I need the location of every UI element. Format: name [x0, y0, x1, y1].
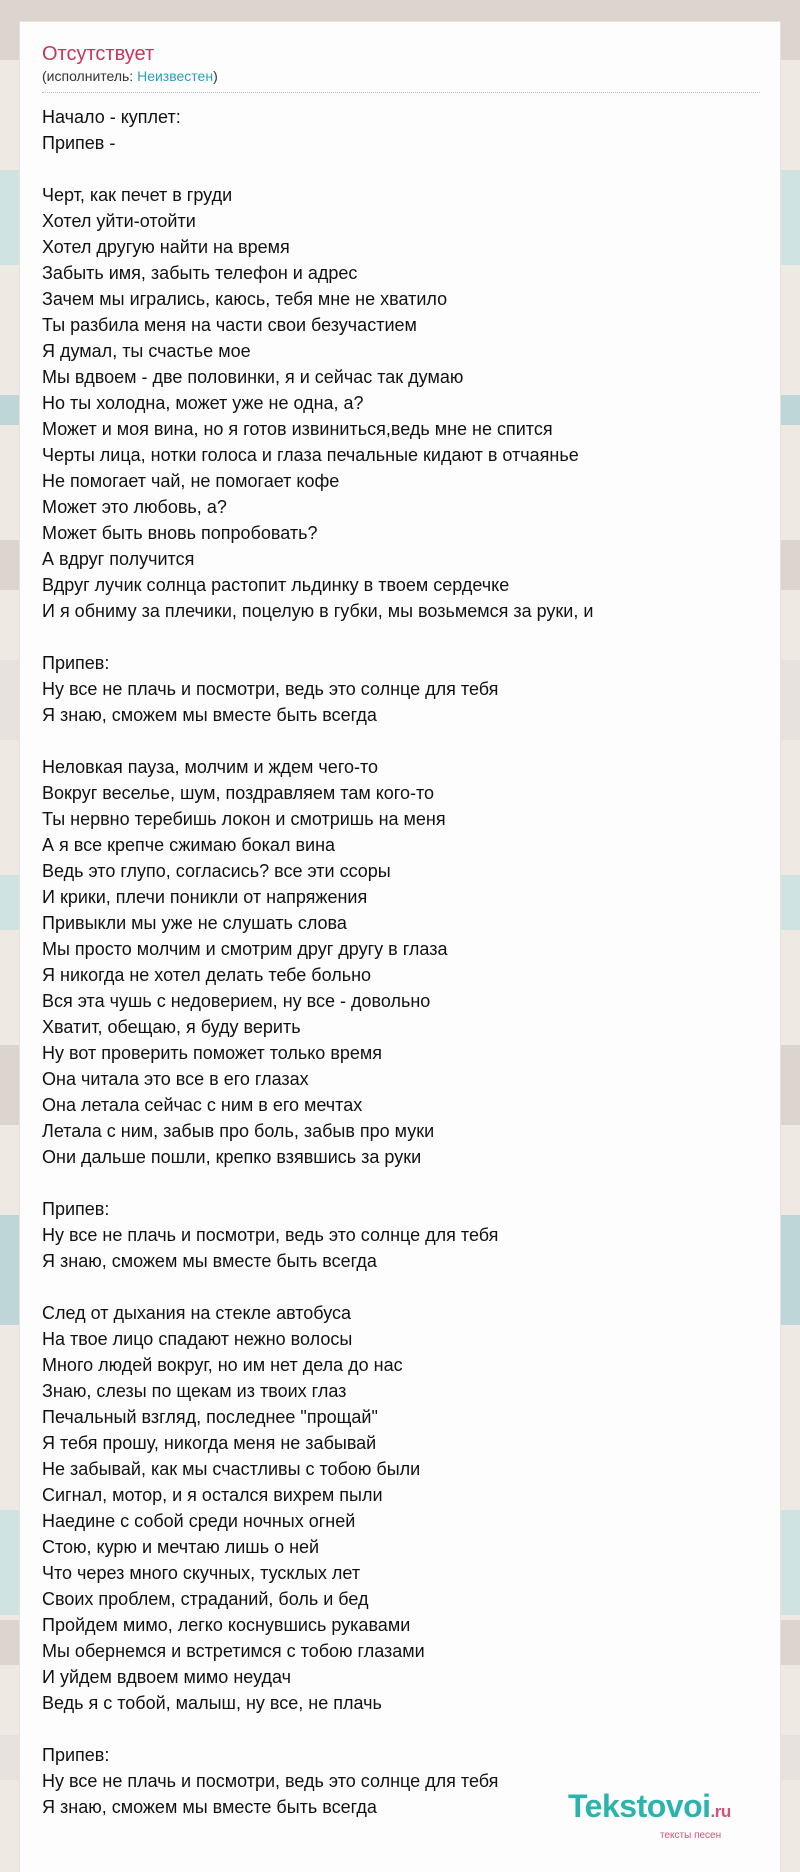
logo-tagline: тексты песен	[660, 1830, 722, 1841]
performer-link[interactable]: Неизвестен	[137, 68, 214, 84]
logo-name: Tekstovoi	[568, 1788, 711, 1824]
lyrics-card	[20, 22, 780, 1872]
logo-tld: .ru	[710, 1802, 731, 1821]
lyrics-text: Начало - куплет: Припев - Черт, как печет в груди Хотел уйти-отойти Хотел другую найти на время Забыть имя, забыть телефон и адрес Зачем мы игрались, каюсь, тебя мне не хватило Ты разбила меня на части свои безучастием Я думал, ты счастье мое Мы вдвоем - две половинки, я и сейчас так думаю Но ты холодна, может уже не одна, а? Может и моя вина, но я готов извиниться,ведь мне не спится Черты лица, нотки голоса и глаза печальные кидают в отчаянье Не помогает чай, не помогает кофе Может это любовь, а? Может быть вновь попробовать? А вдруг получится Вдруг лучик солнца растопит льдинку в твоем сердечке И я обниму за плечики, поцелую в губки, мы возьмемся за руки, и Припев: Ну все не плачь и посмотри, ведь это солнце для тебя Я знаю, сможем мы вместе быть всегда Неловкая пауза, молчим и ждем чего-то Вокруг веселье, шум, поздравляем там кого-то Ты нервно теребишь локон и смотришь на меня А я все крепче сжимаю бокал вина Ведь это глупо, согласись? все эти ссоры И крики, плечи поникли от напряжения Привыкли мы уже не слушать слова Мы просто молчим и смотрим друг другу в глаза Я никогда не хотел делать тебе больно Вся эта чушь с недоверием, ну все - довольно Хватит, обещаю, я буду верить Ну вот проверить поможет только время Она читала это все в его глазах Она летала сейчас с ним в его мечтах Летала с ним, забыв про боль, забыв про муки Они дальше пошли, крепко взявшись за руки Припев: Ну все не плачь и посмотри, ведь это солнце для тебя Я знаю, сможем мы вместе быть всегда След от дыхания на стекле автобуса На твое лицо спадают нежно волосы Много людей вокруг, но им нет дела до нас Знаю, слезы по щекам из твоих глаз Печальный взгляд, последнее "прощай" Я тебя прошу, никогда меня не забывай Не забывай, как мы счастливы с тобою были Сигнал, мотор, и я остался вихрем пыли Наедине с собой среди ночных огней Стою, курю и мечтаю лишь о ней Что через много скучных, тусклых лет Своих проблем, страданий, боль и бед Пройдем мимо, легко коснувшись рукавами Мы обернемся и встретимся с тобою глазами И уйдем вдвоем мимо неудач Ведь я с тобой, малыш, ну все, не плачь Припев: Ну все не плачь и посмотри, ведь это солнце для тебя Я знаю, сможем мы вместе быть всегда	[42, 107, 594, 1817]
song-title: Отсутствует	[42, 43, 155, 65]
performer-line	[42, 67, 218, 85]
site-logo[interactable]	[568, 1788, 778, 1841]
song-header	[42, 42, 218, 85]
performer-suffix: )	[213, 68, 218, 84]
header-divider	[42, 92, 760, 93]
performer-prefix: (исполнитель:	[42, 68, 138, 84]
